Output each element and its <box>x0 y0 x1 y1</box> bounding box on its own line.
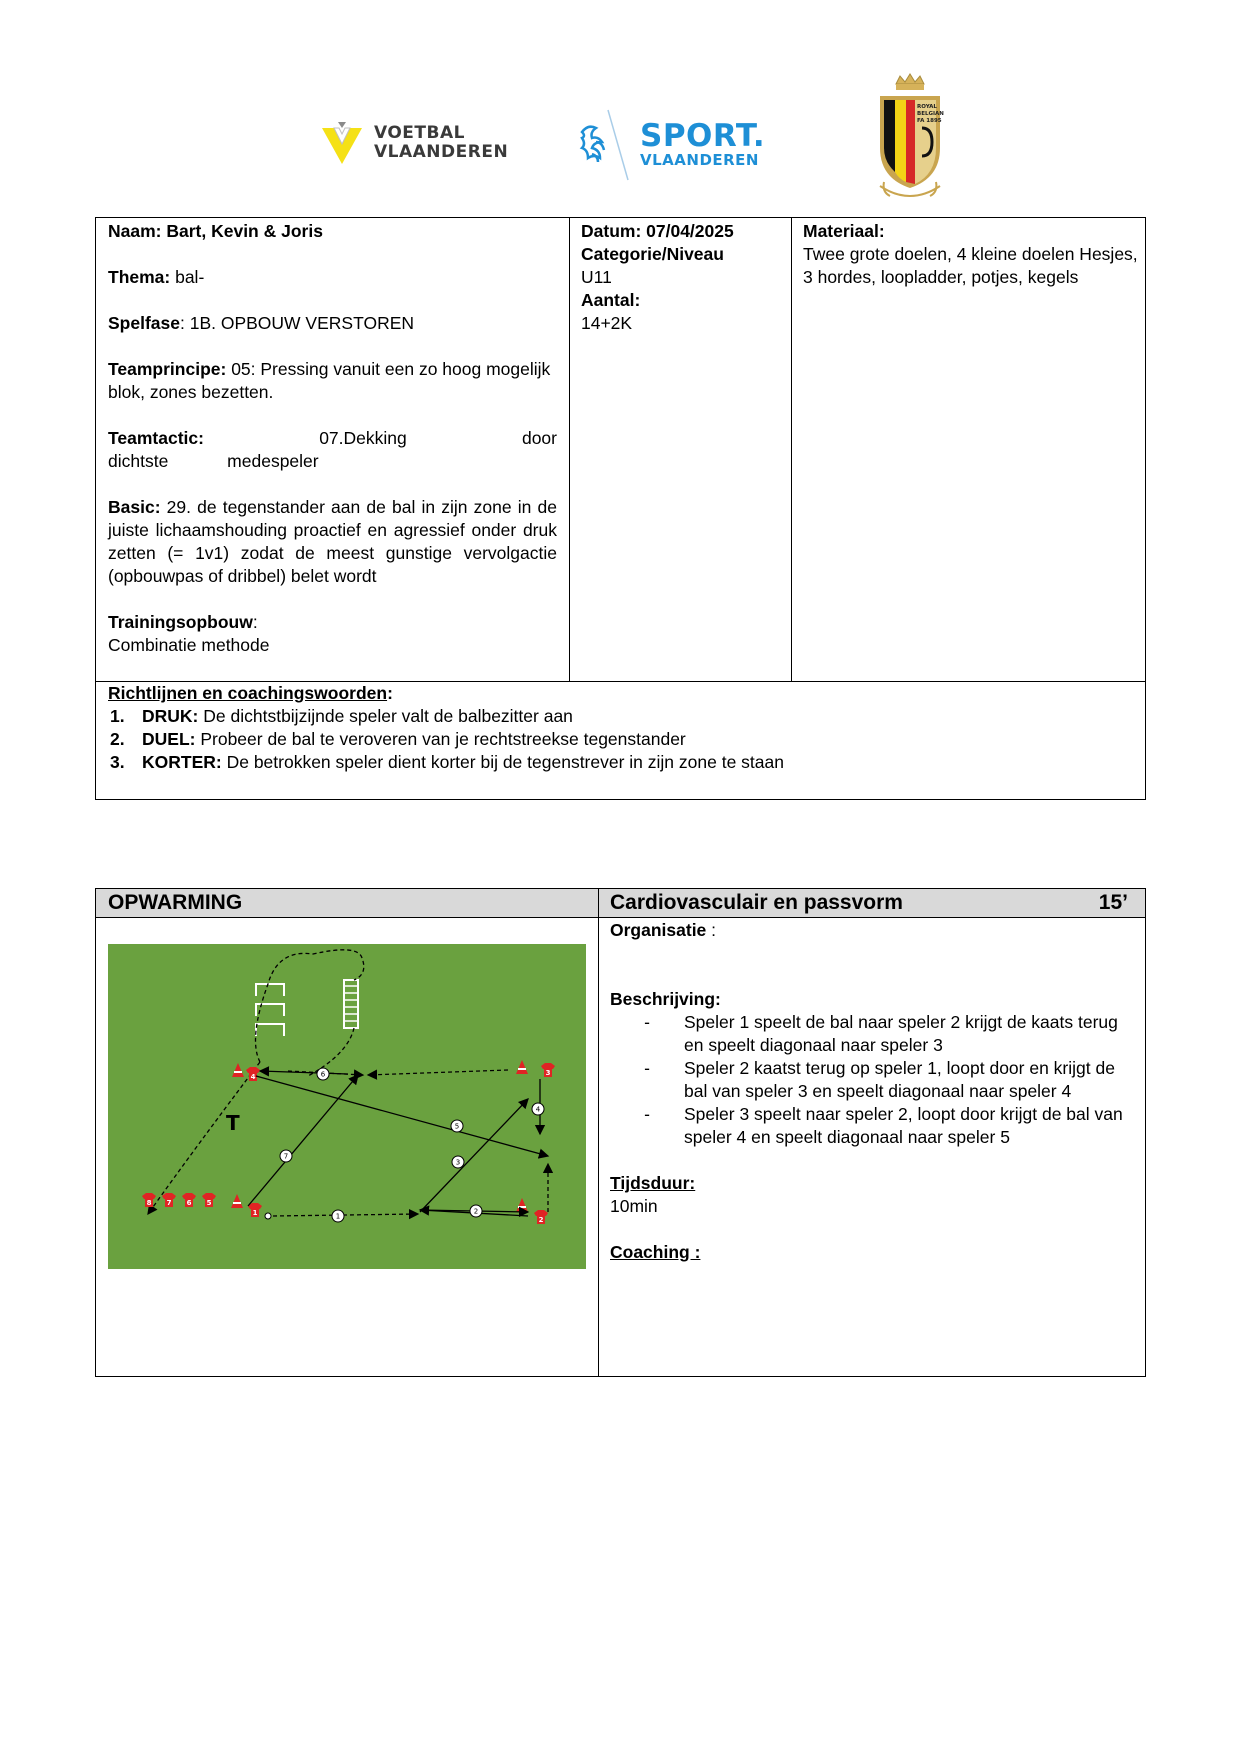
player-number: 2 <box>538 1216 544 1224</box>
list-item <box>108 705 1138 728</box>
organisatie-label: Organisatie <box>610 920 707 940</box>
beschrijving-text: Speler 3 speelt naar speler 2, loopt door krijgt de bal van speler 4 en speelt diagonaal naar speler 5 <box>684 1104 1123 1147</box>
player-number: 8 <box>146 1199 152 1207</box>
richtlijnen-section <box>108 682 1138 774</box>
coaching-text: Probeer de bal te veroveren van je rechtstreekse tegenstander <box>195 729 686 749</box>
beschrijving-label: Beschrijving: <box>610 989 721 1009</box>
logo-header <box>0 60 1241 210</box>
trainingsopbouw-value: Combinatie methode <box>108 635 270 655</box>
teamtactic-value: 07.Dekking door dichtste medespeler <box>108 428 557 471</box>
tijdsduur-value: 10min <box>610 1196 658 1216</box>
categorie-value: U11 <box>581 267 612 287</box>
pass-number: 4 <box>535 1105 541 1114</box>
opwarming-subtitle: Cardiovasculair en passvorm <box>610 891 903 914</box>
teamprincipe-value: 05: Pressing vanuit een zo hoog mogelijk blok, zones bezetten. <box>108 359 551 402</box>
aantal-label: Aantal: <box>581 290 641 310</box>
richtlijnen-list <box>108 705 1138 774</box>
coaching-keyword: KORTER: <box>142 752 222 772</box>
opwarming-table <box>95 888 1146 1377</box>
teamtactic-field <box>108 427 557 473</box>
pass-number: 7 <box>283 1152 289 1161</box>
naam-field: Naam: Bart, Kevin & Joris <box>108 221 323 241</box>
beschrijving-text: Speler 1 speelt de bal naar speler 2 krijgt de kaats terug en speelt diagonaal naar speler 3 <box>684 1012 1118 1055</box>
richtlijnen-title-text: Richtlijnen en coachingswoorden <box>108 683 388 703</box>
coaching-text: De dichtstbijzijnde speler valt de balbezitter aan <box>198 706 573 726</box>
spelfase-value: : 1B. OPBOUW VERSTOREN <box>179 313 415 333</box>
beschrijving-list <box>610 1011 1130 1172</box>
rbfa-belgian-text: BELGIAN <box>917 111 944 117</box>
datum-field: Datum: 07/04/2025 <box>581 221 734 241</box>
sport-vlaanderen-logo <box>574 102 774 182</box>
basic-field <box>108 496 557 588</box>
materiaal-label: Materiaal: <box>803 221 885 241</box>
training-diagram <box>108 944 586 1269</box>
flemish-lion-icon <box>574 102 630 182</box>
richtlijnen-title-colon: : <box>387 683 393 703</box>
pass-number: 5 <box>454 1122 460 1131</box>
teamprincipe-label: Teamprincipe: <box>108 359 227 379</box>
player-number: 3 <box>545 1069 551 1077</box>
pass-number: 2 <box>473 1207 479 1216</box>
organisatie-colon: : <box>706 920 717 940</box>
datum-column <box>581 220 781 335</box>
voetbal-vlaanderen-emblem-icon <box>320 122 364 166</box>
thema-label: Thema: <box>108 267 171 287</box>
voetbal-vlaanderen-logo <box>320 120 509 170</box>
coaching-keyword: DUEL: <box>142 729 196 749</box>
sport-text: SPORT. <box>640 118 766 154</box>
list-item <box>610 1057 1130 1103</box>
materiaal-column <box>803 220 1139 289</box>
list-item <box>108 728 1138 751</box>
list-item <box>610 1011 1130 1057</box>
opwarming-title: OPWARMING <box>108 891 243 914</box>
teamtactic-label: Teamtactic: <box>108 428 204 448</box>
basic-value: 29. de tegenstander aan de bal in zijn zone in de juiste lichaamshouding proactief en agressief onder druk zetten (= 1v1) zodat de meest gunstige vervolgactie (opbouwpas of dribbel) belet wordt <box>108 497 557 586</box>
basic-label: Basic: <box>108 497 161 517</box>
rbfa-crest-logo <box>870 68 950 208</box>
rbfa-fa-text: FA 1895 <box>917 118 942 124</box>
rbfa-crest-icon <box>870 68 950 208</box>
thema-field <box>108 266 557 289</box>
categorie-label: Categorie/Niveau <box>581 244 724 264</box>
coaching-label: Coaching : <box>610 1242 701 1262</box>
list-dash: - <box>644 1012 650 1032</box>
list-number: 3. <box>110 752 125 772</box>
spelfase-label: Spelfase <box>108 313 180 333</box>
vlaanderen-text: VLAANDEREN <box>640 151 759 169</box>
player-number: 4 <box>250 1073 256 1081</box>
trainingsopbouw-colon: : <box>252 612 258 632</box>
opwarming-details <box>610 919 1130 1264</box>
list-number: 2. <box>110 729 125 749</box>
trainingsopbouw-label: Trainingsopbouw <box>108 612 253 632</box>
teamprincipe-field <box>108 358 557 404</box>
list-number: 1. <box>110 706 125 726</box>
pass-number: 6 <box>320 1070 326 1079</box>
player-number: 7 <box>166 1199 172 1207</box>
rbfa-royal-text: ROYAL <box>917 104 937 110</box>
coaching-text: De betrokken speler dient korter bij de tegenstrever in zijn zone te staan <box>221 752 784 772</box>
tijdsduur-label: Tijdsduur: <box>610 1173 696 1193</box>
column-divider <box>569 218 570 681</box>
pass-number: 3 <box>455 1158 461 1167</box>
pass-number: 1 <box>335 1212 341 1221</box>
player-number: 5 <box>206 1199 212 1207</box>
list-dash: - <box>644 1104 650 1124</box>
aantal-value: 14+2K <box>581 313 633 333</box>
beschrijving-text: Speler 2 kaatst terug op speler 1, loopt door en krijgt de bal van speler 3 en speelt diagonaal naar speler 4 <box>684 1058 1115 1101</box>
list-item <box>108 751 1138 774</box>
player-number: 6 <box>186 1199 192 1207</box>
spelfase-field <box>108 312 557 335</box>
list-dash: - <box>644 1058 650 1078</box>
trainer-label: T <box>226 1111 240 1135</box>
materiaal-value: Twee grote doelen, 4 kleine doelen Hesjes, 3 hordes, loopladder, potjes, kegels <box>803 244 1138 287</box>
richtlijnen-title <box>108 682 1138 705</box>
pitch-diagram <box>108 944 586 1269</box>
info-column <box>108 220 557 657</box>
list-item <box>610 1103 1130 1149</box>
voetbal-text: VOETBAL <box>374 123 465 143</box>
column-divider <box>791 218 792 681</box>
info-table <box>95 217 1146 800</box>
coaching-keyword: DRUK: <box>142 706 199 726</box>
player-number: 1 <box>252 1209 258 1217</box>
column-divider <box>598 889 599 1376</box>
ball-icon <box>265 1213 271 1219</box>
organisatie-field <box>610 919 1130 988</box>
opwarming-duration: 15’ <box>1098 891 1128 914</box>
vlaanderen-text: VLAANDEREN <box>374 142 509 162</box>
trainingsopbouw-field <box>108 611 557 657</box>
thema-value: bal- <box>170 267 205 287</box>
